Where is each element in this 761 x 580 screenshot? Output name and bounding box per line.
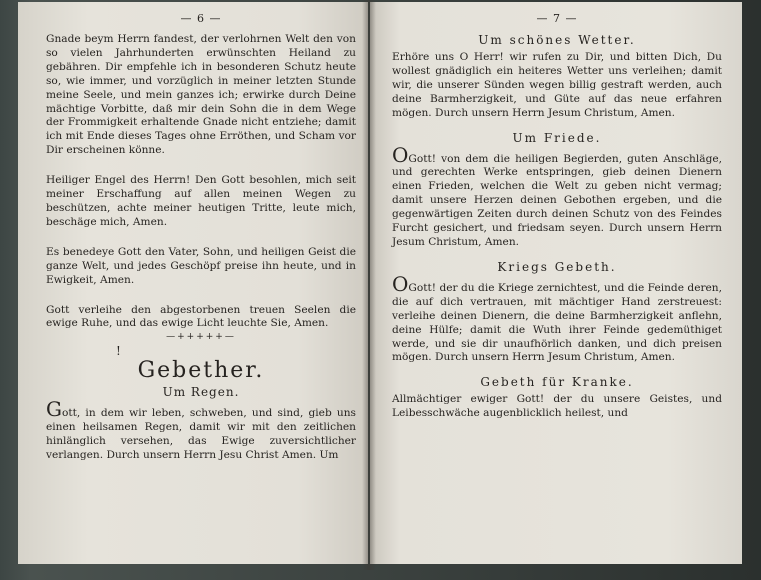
initial-o-friede: O (392, 142, 409, 167)
prayer-kriegs (392, 271, 722, 365)
initial-o-kriegs: O (392, 271, 409, 296)
left-page (18, 2, 368, 564)
book-gutter (362, 0, 376, 570)
page-number-left: — 6 — (180, 12, 222, 25)
initial-g: G (46, 397, 62, 422)
page-number-right: — 7 — (536, 12, 578, 25)
exclamation-mark: ! (116, 344, 121, 359)
heading-friede: Um Friede. (512, 130, 602, 145)
paragraph-mary: Gnade beym Herrn fandest, der verlohrnen Welt den von so vielen Jahrhunderten erwünschten Heiland zu gebähren. Dir empfehle ich in besonderen Schutz heute so, wie immer, und vorzüglich in meiner letzten Stunde meine Seele, und mein ganzes ich; erwirke durch Deine mächtige Vorbitte, daß mir dein Sohn die in dem Wege der Frommigkeit erhaltende Gnade nicht entziehe; damit ich mit Ende dieses Tages ohne Erröthen, und Scham vor Dir erscheinen könne. (46, 33, 356, 157)
paragraph-angel: Heiliger Engel des Herrn! Den Gott besohlen, mich seit meiner Erschaffung auf allen meinen Wegen zu beschützen, achte meiner heutigen Tritte, leute mich, beschäge mich, Amen. (46, 174, 356, 228)
prayer-friede (392, 142, 722, 250)
heading-wetter: Um schönes Wetter. (478, 33, 636, 47)
paragraph-souls: Gott verleihe den abgestorbenen treuen Seelen die ewige Ruhe, und das ewige Licht leuchte Sie, Amen. (46, 303, 356, 330)
heading-kriegs: Kriegs Gebeth. (497, 259, 617, 274)
right-page (370, 2, 742, 564)
prayer-kranke: Allmächtiger ewiger Gott! der du unsere Geistes, und Leibesschwäche augenblicklich heilest, und (392, 393, 722, 420)
prayer-friede-text: Gott! von dem die heiligen Begierden, guten Anschläge, und gerechten Werke entspringen, gieb deinen Dienern einen Frieden, welchen die Welt zu geben nicht vermag; damit unsere Herzen deinen Gebothen ergeben, und die gegenwärtigen Zeiten durch deinen Schutz von des Feindes Furcht gesichert, und friedsam seyen. Durch unsern Herrn Jesum Christum, Amen. (392, 152, 722, 248)
section-title: Gebether. (137, 358, 265, 384)
prayer-regen-text: ott, in dem wir leben, schweben, und sind, gieb uns einen heilsamen Regen, damit wir mit den zeitlichen hinlänglich versehen, das Ewige zuversichtlicher verlangen. Durch unsern Herrn Jesu Christ Amen. Um (46, 407, 356, 462)
ornament-divider: —+++++— (166, 332, 236, 343)
heading-regen: Um Regen. (162, 385, 240, 400)
heading-kranke: Gebeth für Kranke. (480, 375, 634, 390)
prayer-kriegs-text: Gott! der du die Kriege zernichtest, und die Feinde deren, die auf dich vertrauen, mit mächtiger Hand zerstreuest: verleihe deinen Dienern, die deine Barmherzigkeit anflehn, deine Hülfe; damit die Wuth ihrer Feinde gedemüthiget werde, und sie dir unaufhörlich danken, und dich preisen mögen. Durch unsern Herrn Jesum Christum, Amen. (392, 281, 722, 364)
paragraph-benediction: Es benedeye Gott den Vater, Sohn, und heiligen Geist die ganze Welt, und jedes Geschöpf preise ihn heute, und in Ewigkeit, Amen. (46, 245, 356, 286)
prayer-regen (46, 397, 356, 463)
prayer-wetter: Erhöre uns O Herr! wir rufen zu Dir, und bitten Dich, Du wollest gnädiglich ein heiteres Wetter uns verleihen; damit wir, die unserer Sünden wegen billig gestraft werden, auch deine Barmherzigkeit, und Güte auf das neue erfahren mögen. Durch unsern Herrn Jesum Christum, Amen. (392, 51, 722, 119)
